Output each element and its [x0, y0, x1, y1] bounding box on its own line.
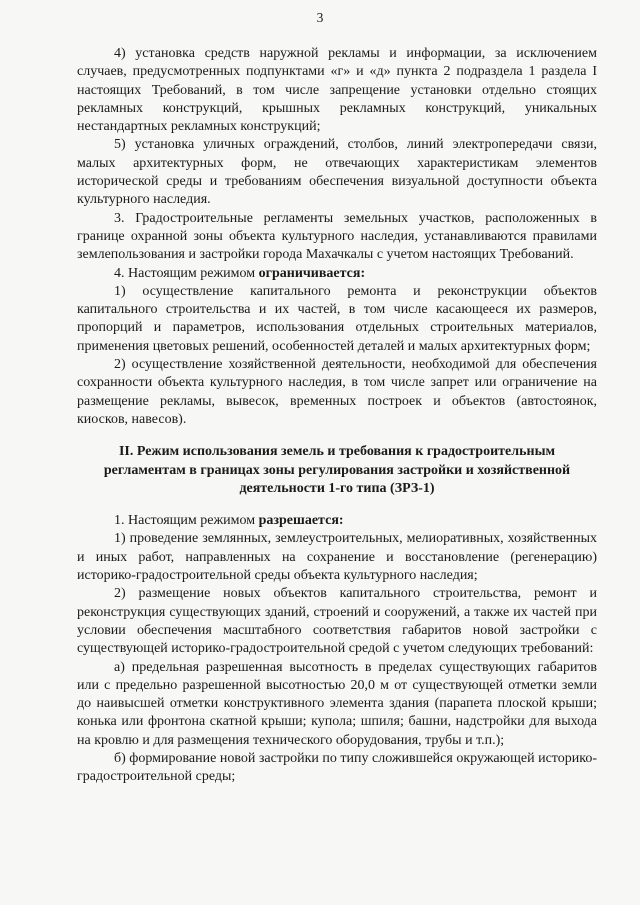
paragraph-clause-1 — [77, 512, 597, 530]
clause-4-keyword: ограничивается: — [258, 265, 366, 281]
paragraph-restrict-2: 2) осуществление хозяйственной деятельности, необходимой для обеспечения сохранности объекта культурного наследия, в том числе запрет или ограничение на размещение рекламы, вывесок, временных построек и объектов (автостоянок, киосков, навесов). — [77, 357, 597, 427]
document-body — [77, 45, 597, 787]
paragraph-restrict-1: 1) осуществление капитального ремонта и реконструкции объектов капитального строительства и их частей, в том числе касающееся их размеров, пропорций и параметров, использования отдельных строительных материалов, применения цветовых решений, особенностей деталей и малых архитектурных форм; — [77, 283, 597, 354]
paragraph-clause-4 — [77, 265, 597, 283]
section-heading: II. Режим использования земель и требования к градостроительным регламентам в границах зоны регулирования застройки и хозяйственной деятельности 1-го типа (ЗРЗ-1) — [103, 444, 571, 496]
clause-1-intro: 1. Настоящим режимом — [114, 513, 259, 529]
clause-1-keyword: разрешается: — [258, 513, 344, 529]
paragraph-item-5: 5) установка уличных ограждений, столбов, линий электропередачи связи, малых архитектурных форм, не отвечающих характеристикам элементов исторической среды и требованиям обеспечения визуальной доступности объекта культурного наследия. — [77, 137, 597, 208]
page-number: 3 — [316, 10, 324, 25]
paragraph-clause-3: 3. Градостроительные регламенты земельных участков, расположенных в границе охранной зоны объекта культурного наследия, устанавливаются правилами землепользования и застройки города Махачкалы с учетом настоящих Требований. — [77, 210, 597, 263]
paragraph-allow-a: а) предельная разрешенная высотность в пределах существующих габаритов или с предельно разрешенной высотностью 20,0 м от существующей отметки земли до наивысшей отметки конструктивного элемента здания (парапета плоской крыши; конька или фронтона скатной крыши; купола; шпиля; башни, надстройки для выхода на кровлю и для размещения технического оборудования, трубы и т.п.); — [77, 659, 597, 748]
paragraph-allow-b: б) формирование новой застройки по типу сложившейся окружающей историко-градостроительной среды; — [77, 750, 597, 785]
clause-4-intro: 4. Настоящим режимом — [114, 265, 259, 281]
paragraph-item-4: 4) установка средств наружной рекламы и информации, за исключением случаев, предусмотренных подпунктами «г» и «д» пункта 2 подраздела 1 раздела I настоящих Требований, в том числе запрещение установки отдельно стоящих рекламных конструкций, крышных рекламных конструкций, уникальных нестандартных рекламных конструкций; — [77, 46, 597, 135]
paragraph-allow-2: 2) размещение новых объектов капитального строительства, ремонт и реконструкция существующих зданий, строений и сооружений, а также их частей при условии обеспечения масштабного соответствия габаритов новой застройки с существующей историко-градостроительной средой с учетом следующих требований: — [77, 586, 597, 657]
paragraph-allow-1: 1) проведение землянных, землеустроительных, мелиоративных, хозяйственных и иных работ, направленных на сохранение и восстановление (регенерацию) историко-градостроительной среды объекта культурного наследия; — [77, 531, 597, 584]
